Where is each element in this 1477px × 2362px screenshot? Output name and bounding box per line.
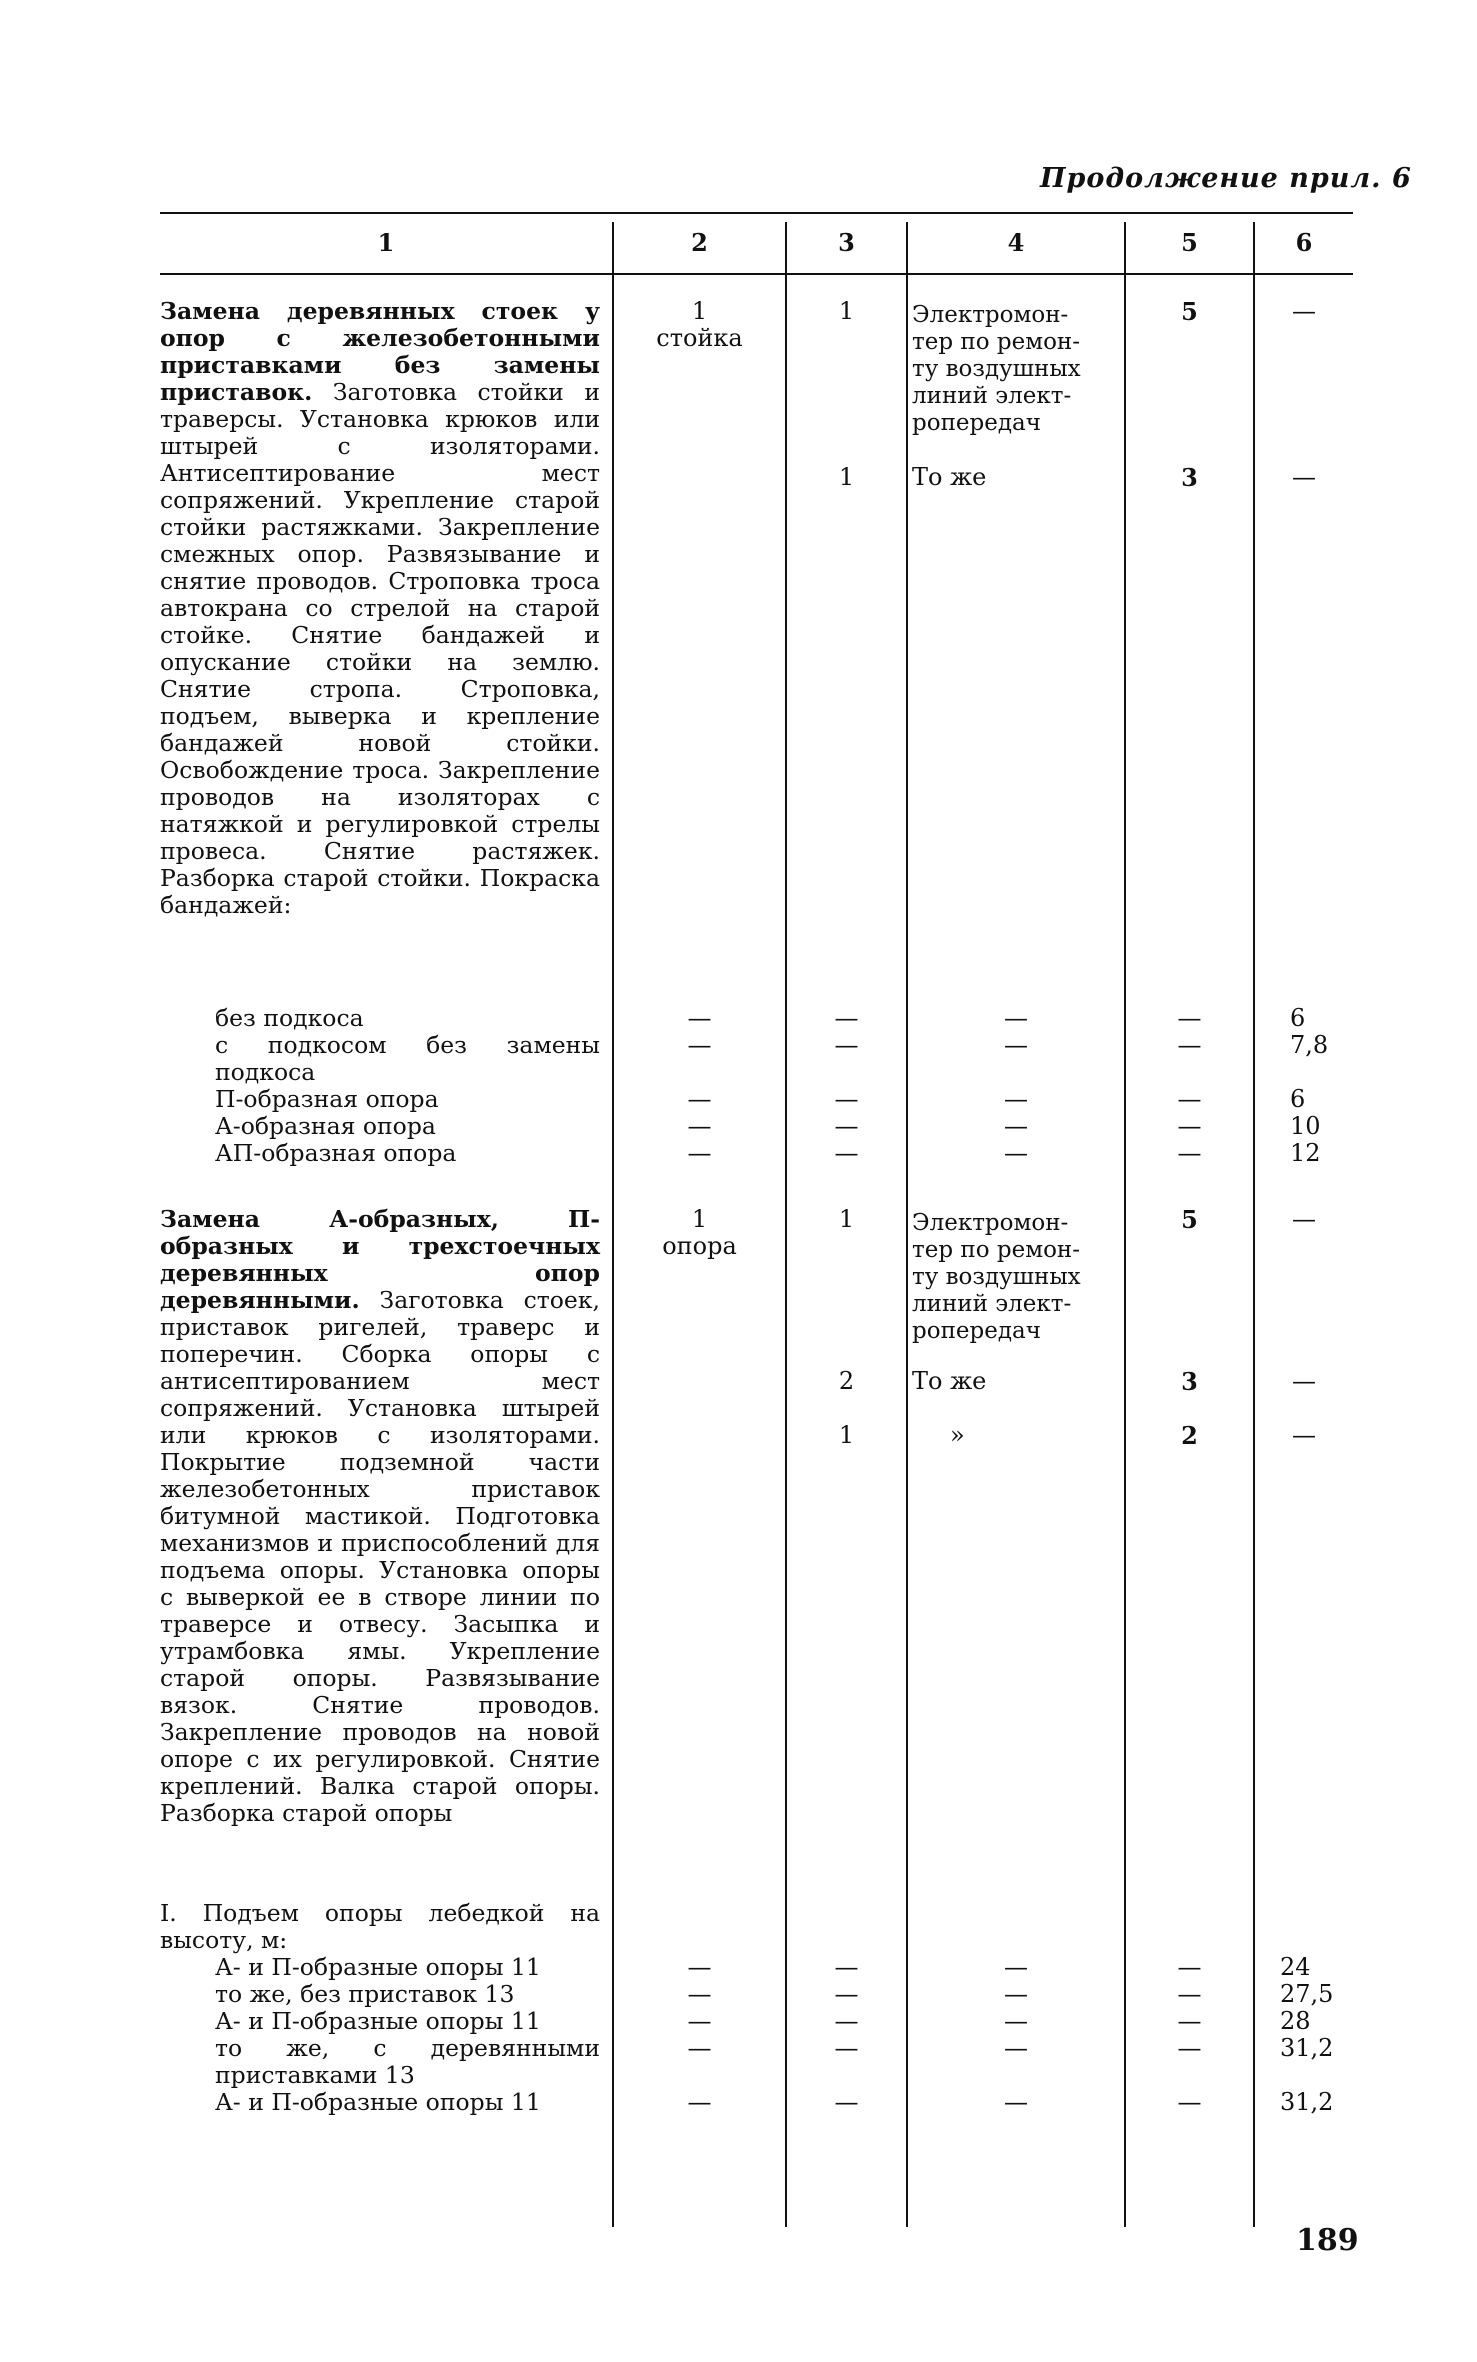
section2-col6b: —: [1292, 1367, 1316, 1395]
section3-subrow-4-c6: 31,2: [1280, 2034, 1334, 2062]
section2-col3c: 1: [838, 1421, 855, 1449]
section3-subrow-4-c3: —: [834, 2034, 859, 2062]
section1-title: Замена деревянных стоек у опор с железобетонными приставками без замены приставок.: [160, 297, 600, 406]
section1-subrow-3-c3: —: [834, 1085, 859, 1113]
section1-subrow-3-c4: —: [1004, 1085, 1028, 1113]
section2-col2-qty: 1: [691, 1205, 708, 1233]
col-header-2: 2: [691, 228, 708, 257]
col-divider-3: [906, 222, 908, 2227]
section1-subrow-3-c6: 6: [1290, 1085, 1306, 1113]
col-header-4: 4: [1007, 228, 1025, 257]
section1-subrow-5-c6: 12: [1290, 1139, 1321, 1167]
section1-col4a-line4: линий элект-: [912, 383, 1072, 409]
section2-col5b: 3: [1181, 1367, 1198, 1396]
section3-subrow-4-c4: —: [1004, 2034, 1028, 2062]
section1-col2-unit: стойка: [656, 324, 743, 352]
section1-subrow-1-c3: —: [834, 1004, 859, 1032]
section3-subrow-1-c5: —: [1177, 1953, 1202, 1981]
section2-col5a: 5: [1181, 1205, 1198, 1234]
section1-subrow-2-c4: —: [1004, 1031, 1028, 1059]
section3-subrow-3-c3: —: [834, 2007, 859, 2035]
section2-description: [160, 1206, 600, 1827]
section1-description: [160, 298, 600, 919]
section3-subrow-5-label: А- и П-образные опоры 11: [215, 2088, 541, 2116]
section1-subrow-4-c3: —: [834, 1112, 859, 1140]
section1-subrow-5-c2: —: [687, 1139, 712, 1167]
section1-subrow-4-c2: —: [687, 1112, 712, 1140]
section1-subrow-4-c5: —: [1177, 1112, 1202, 1140]
section3-subrow-4-label: то же, с деревянными приставками 13: [215, 2034, 600, 2089]
section3-subrow-5-c6: 31,2: [1280, 2088, 1334, 2116]
section1-subrow-3-label: П-образная опора: [215, 1085, 439, 1113]
section1-col4a: [912, 302, 1124, 437]
section3-subrow-3-c6: 28: [1280, 2007, 1311, 2035]
section1-subrow-2-c2: —: [687, 1031, 712, 1059]
section3-subrow-1-c4: —: [1004, 1953, 1028, 1981]
section3-subrow-5-c5: —: [1177, 2088, 1202, 2116]
col-header-1: 1: [377, 228, 395, 257]
section2-col2-unit: опора: [662, 1232, 737, 1260]
section3-subrow-1-c3: —: [834, 1953, 859, 1981]
section3-subrow-1-c2: —: [687, 1953, 712, 1981]
section3-subrow-4-c2: —: [687, 2034, 712, 2062]
section3-subrow-5-c3: —: [834, 2088, 859, 2116]
section2-col4a-line4: линий элект-: [912, 1291, 1072, 1317]
section3-subrow-2-label: то же, без приставок 13: [215, 1980, 515, 2008]
section1-subrow-2-label: с подкосом без замены подкоса: [215, 1031, 600, 1086]
section1-subrow-5-c3: —: [834, 1139, 859, 1167]
section1-subrow-1-c6: 6: [1290, 1004, 1306, 1032]
section3-intro: I. Подъем опоры лебедкой на высоту, м:: [160, 1899, 600, 1954]
col-header-5: 5: [1181, 228, 1198, 257]
section1-col4a-line1: Электромон-: [912, 302, 1069, 328]
section2-col4b: То же: [912, 1367, 987, 1395]
section3-subrow-2-c2: —: [687, 1980, 712, 2008]
section3-subrow-3-c5: —: [1177, 2007, 1202, 2035]
section2-title: Замена А-образных, П-образных и трехстоечных деревянных опор деревянными.: [160, 1205, 600, 1314]
section1-subrow-5-label: АП-образная опора: [215, 1139, 457, 1167]
section3-subrow-2-c5: —: [1177, 1980, 1202, 2008]
section1-subrow-5-c5: —: [1177, 1139, 1202, 1167]
section2-col4a-line3: ту воздушных: [912, 1264, 1081, 1290]
section3-subrow-5-c2: —: [687, 2088, 712, 2116]
section3-subrow-3-c4: —: [1004, 2007, 1028, 2035]
section1-subrow-1-c5: —: [1177, 1004, 1202, 1032]
section2-col4a-line5: ропередач: [912, 1318, 1041, 1344]
section3-subrow-1-c6: 24: [1280, 1953, 1311, 1981]
section1-col6b: —: [1292, 463, 1316, 491]
section1-subrow-3-c2: —: [687, 1085, 712, 1113]
section2-col6a: —: [1292, 1205, 1316, 1233]
section3-subrow-2-c3: —: [834, 1980, 859, 2008]
col-header-3: 3: [838, 228, 855, 257]
section3-subrow-1-label: А- и П-образные опоры 11: [215, 1953, 541, 1981]
col-header-6: 6: [1295, 228, 1313, 257]
section1-subrow-2-c5: —: [1177, 1031, 1202, 1059]
section1-col5a: 5: [1181, 297, 1198, 326]
section3-subrow-4-c5: —: [1177, 2034, 1202, 2062]
section1-col2-qty: 1: [691, 297, 708, 325]
section1-subrow-3-c5: —: [1177, 1085, 1202, 1113]
section1-col5b: 3: [1181, 463, 1198, 492]
section2-col4a-line1: Электромон-: [912, 1210, 1069, 1236]
section2-col6c: —: [1292, 1421, 1316, 1449]
section2-col4a-line2: тер по ремон-: [912, 1237, 1081, 1263]
section1-col4a-line5: ропередач: [912, 410, 1041, 436]
section1-subrow-4-label: А-образная опора: [215, 1112, 436, 1140]
section2-col3a: 1: [838, 1205, 855, 1233]
section1-col2: [614, 298, 785, 352]
section2-col4c: »: [950, 1421, 965, 1449]
section1-col4b: То же: [912, 463, 987, 491]
section2-col5c: 2: [1181, 1421, 1198, 1450]
section3-subrow-2-c6: 27,5: [1280, 1980, 1334, 2008]
section1-col3b: 1: [838, 463, 855, 491]
section2-col3b: 2: [838, 1367, 855, 1395]
table-top-rule: [160, 212, 1353, 214]
section1-subrow-5-c4: —: [1004, 1139, 1028, 1167]
header-bottom-rule: [160, 273, 1353, 275]
section3-subrow-5-c4: —: [1004, 2088, 1028, 2116]
section3-subrow-3-label: А- и П-образные опоры 11: [215, 2007, 541, 2035]
page-number: 189: [1296, 2223, 1359, 2258]
section3-subrow-3-c2: —: [687, 2007, 712, 2035]
section3-subrow-2-c4: —: [1004, 1980, 1028, 2008]
section2-col4a: [912, 1210, 1124, 1345]
section2-text: Заготовка стоек, приставок ригелей, траверс и поперечин. Сборка опоры с антисептированием мест сопряжений. Установка штырей или крюков с изоляторами. Покрытие подземной части железобетонных приставок битумной мастикой. Подготовка механизмов и приспособлений для подъема опоры. Установка опоры с выверкой ее в створе линии по траверсе и отвесу. Засыпка и утрамбовка ямы. Укрепление старой опоры. Развязывание вязок. Снятие проводов. Закрепление проводов на новой опоре с их регулировкой. Снятие креплений. Валка старой опоры. Разборка старой опоры: [160, 1286, 600, 1827]
section1-subrow-2-c6: 7,8: [1290, 1031, 1329, 1059]
section1-col4a-line2: тер по ремон-: [912, 329, 1081, 355]
continuation-header: Продолжение прил. 6: [1040, 163, 1412, 194]
section1-subrow-4-c6: 10: [1290, 1112, 1321, 1140]
section1-text: Заготовка стойки и траверсы. Установка крюков или штырей с изоляторами. Антисептирование мест сопряжений. Укрепление старой стойки растяжками. Закрепление смежных опор. Развязывание и снятие проводов. Строповка троса автокрана со стрелой на старой стойке. Снятие бандажей и опускание стойки на землю. Снятие стропа. Строповка, подъем, выверка и крепление бандажей новой стойки. Освобождение троса. Закрепление проводов на изоляторах с натяжкой и регулировкой стрелы провеса. Снятие растяжек. Разборка старой стойки. Покраска бандажей:: [160, 378, 600, 919]
section1-subrow-1-label: без подкоса: [215, 1004, 364, 1032]
section1-col4a-line3: ту воздушных: [912, 356, 1081, 382]
section1-col6a: —: [1292, 297, 1316, 325]
section1-subrow-1-c4: —: [1004, 1004, 1028, 1032]
section1-subrow-4-c4: —: [1004, 1112, 1028, 1140]
section1-subrow-2-c3: —: [834, 1031, 859, 1059]
section1-subrow-1-c2: —: [687, 1004, 712, 1032]
section2-col2: [614, 1206, 785, 1260]
section1-col3a: 1: [838, 297, 855, 325]
